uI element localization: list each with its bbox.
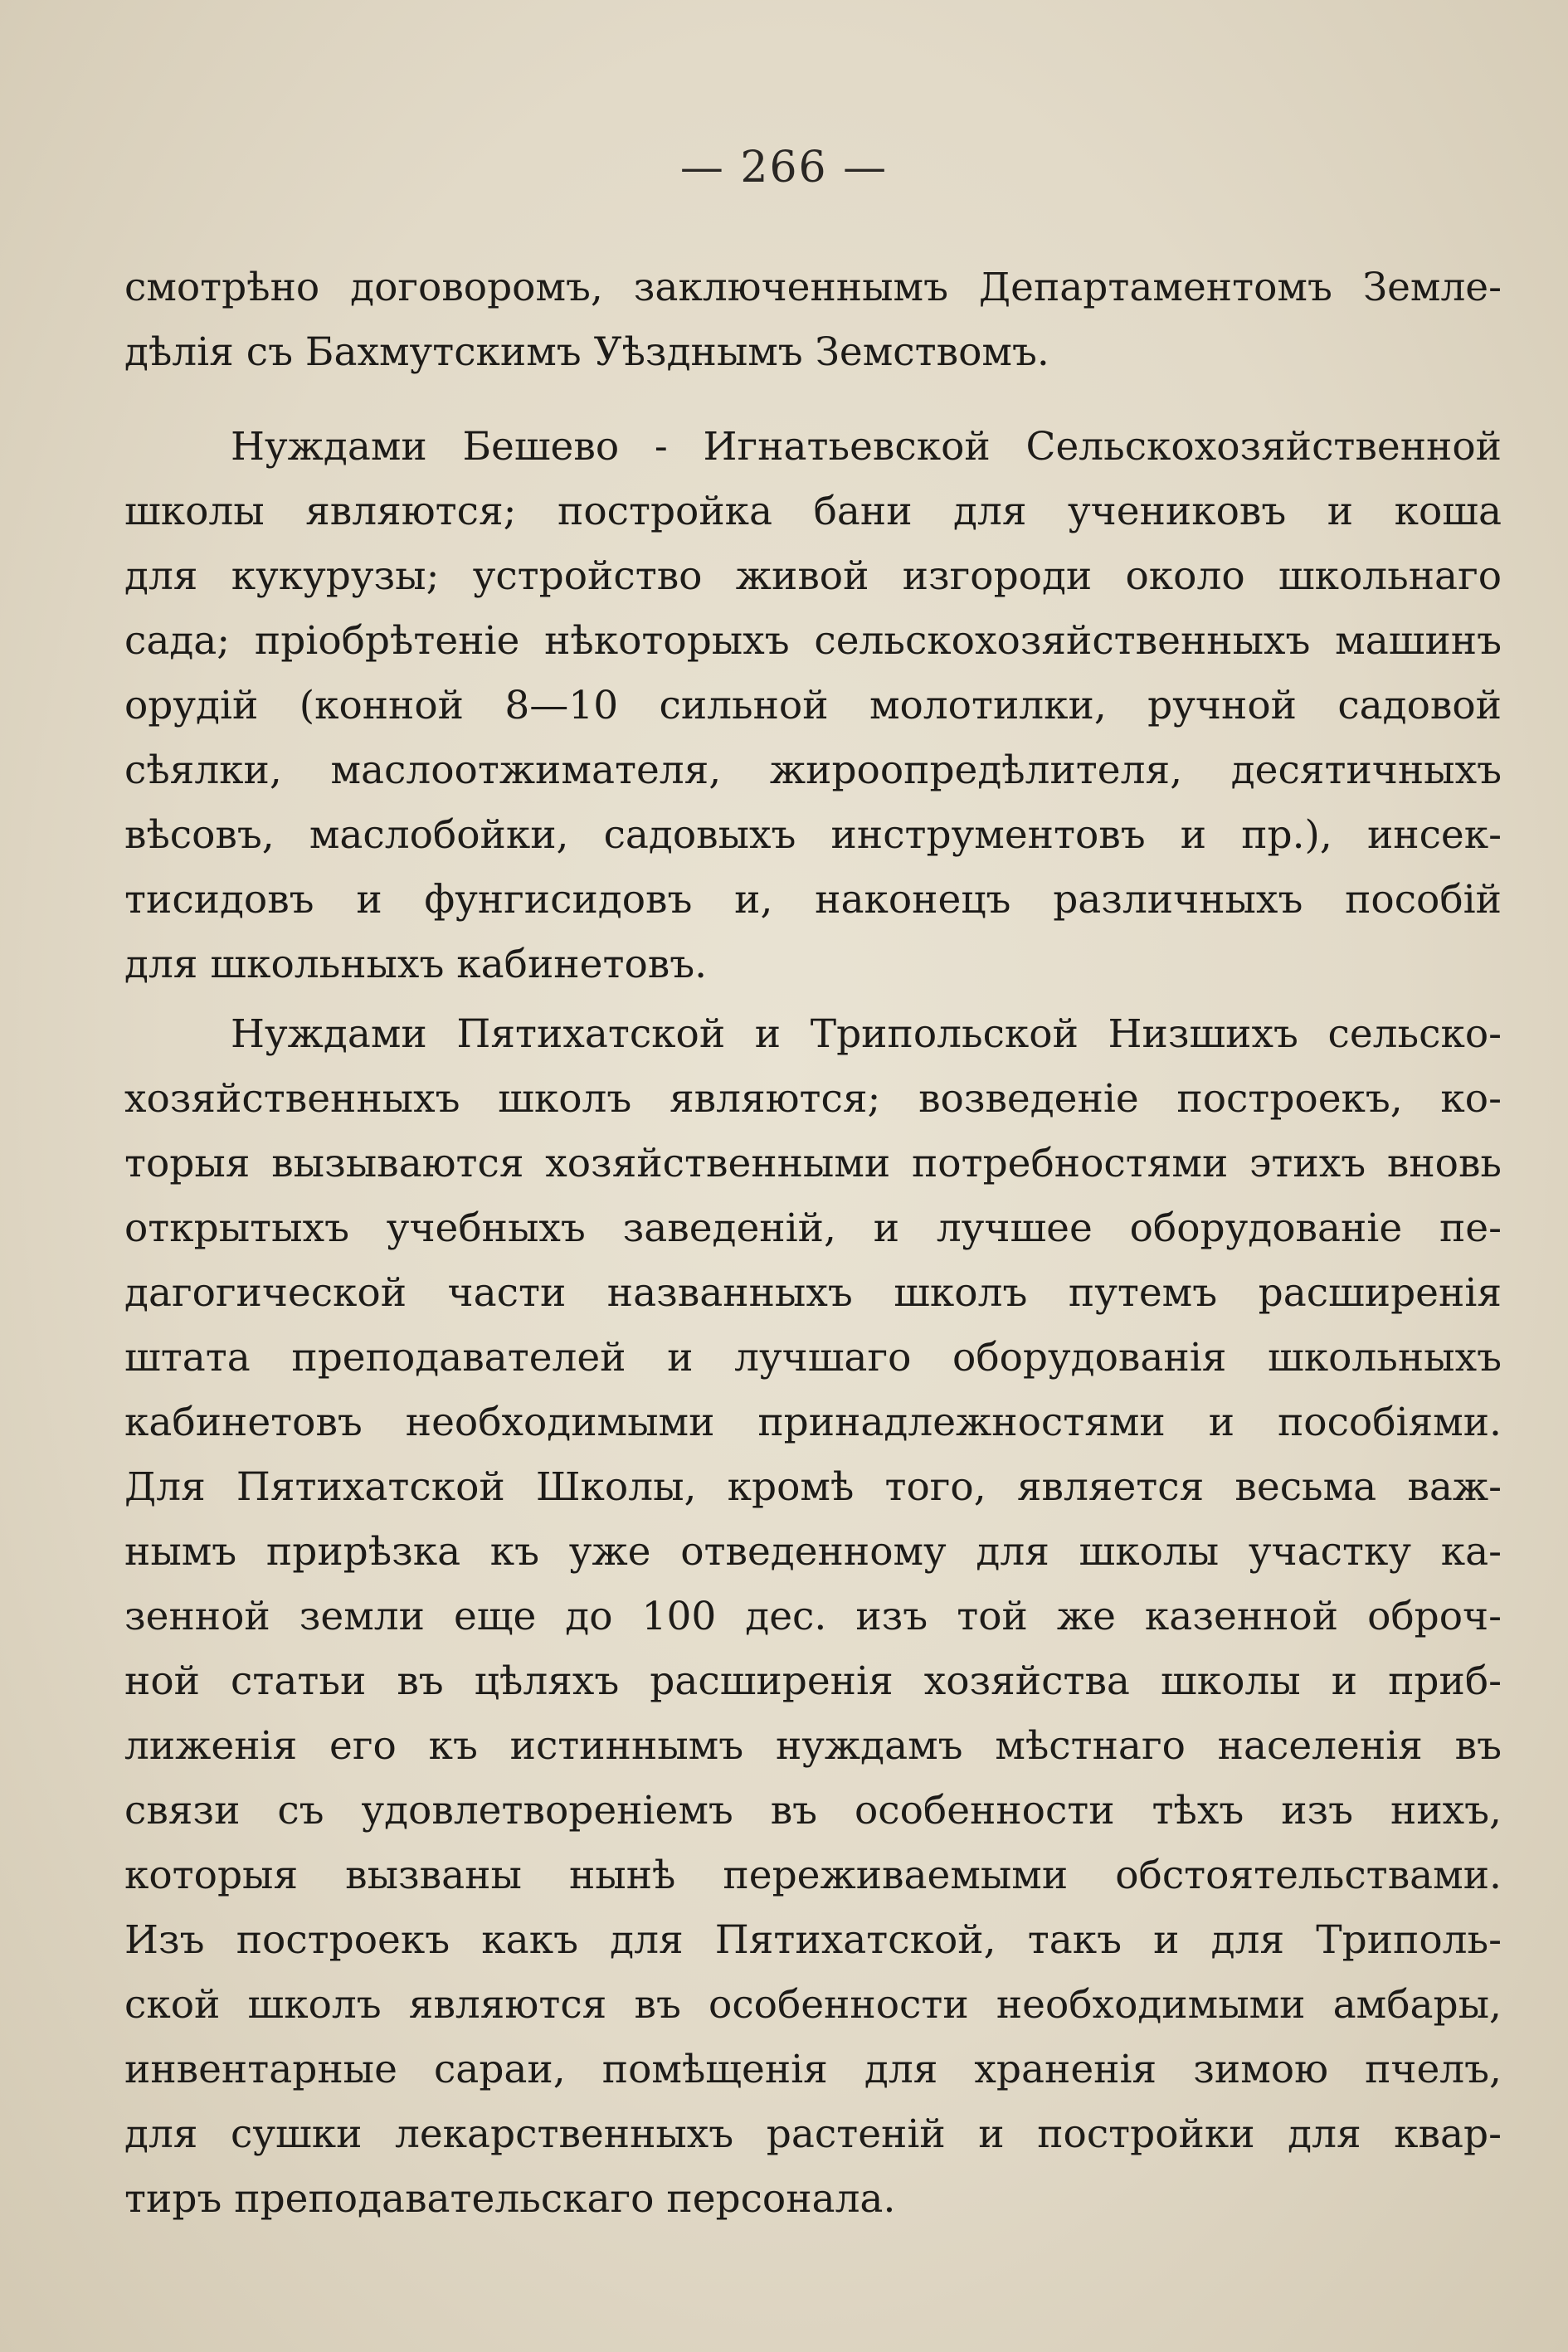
text-line: Нуждами Пятихатской и Трипольской Низшихъ сельско- <box>231 1011 1502 1057</box>
text-line: сѣялки, маслоотжимателя, жироопредѣлителя, десятичныхъ <box>124 747 1502 793</box>
text-line: дѣлія съ Бахмутскимъ Уѣзднымъ Земствомъ. <box>124 329 1049 375</box>
text-line: для школьныхъ кабинетовъ. <box>124 942 708 987</box>
paragraph-contract-continuation <box>124 256 1502 385</box>
text-line: хозяйственныхъ школъ являются; возведеніе построекъ, ко- <box>124 1076 1502 1122</box>
text-line: Нуждами Бешево - Игнатьевской Сельскохозяйственной <box>231 424 1502 470</box>
text-line: ной статьи въ цѣляхъ расширенія хозяйства школы и приб- <box>124 1658 1502 1704</box>
text-line: тиръ преподавательскаго персонала. <box>124 2176 896 2222</box>
text-line: нымъ прирѣзка къ уже отведенному для школы участку ка- <box>124 1529 1502 1575</box>
text-line: смотрѣно договоромъ, заключеннымъ Департаментомъ Земле- <box>124 265 1502 310</box>
text-line: тисидовъ и фунгисидовъ и, наконецъ различныхъ пособій <box>124 877 1502 923</box>
text-line: сада; пріобрѣтеніе нѣкоторыхъ сельскохозяйственныхъ машинъ <box>124 618 1502 664</box>
text-line: школы являются; постройка бани для учениковъ и коша <box>124 489 1502 534</box>
page-number: — 266 — <box>679 143 889 192</box>
text-line: инвентарные сараи, помѣщенія для храненія зимою пчелъ, <box>124 2047 1502 2092</box>
text-line: дагогической части названныхъ школъ путемъ расширенія <box>124 1270 1502 1316</box>
text-line: Для Пятихатской Школы, кромѣ того, является весьма важ- <box>124 1464 1502 1510</box>
text-line: ской школъ являются въ особенности необходимыми амбары, <box>124 1982 1502 2028</box>
text-line: для кукурузы; устройство живой изгороди около школьнаго <box>124 553 1502 599</box>
text-line: которыя вызваны нынѣ переживаемыми обстоятельствами. <box>124 1853 1502 1898</box>
text-line: открытыхъ учебныхъ заведеній, и лучшее оборудованіе пе- <box>124 1205 1502 1251</box>
text-line: для сушки лекарственныхъ растеній и постройки для квар- <box>124 2111 1502 2157</box>
text-line: торыя вызываются хозяйственными потребностями этихъ вновь <box>124 1141 1502 1186</box>
text-line: лиженія его къ истиннымъ нуждамъ мѣстнаго населенія въ <box>124 1723 1502 1769</box>
text-line: орудій (конной 8—10 сильной молотилки, ручной садовой <box>124 683 1502 728</box>
text-line: штата преподавателей и лучшаго оборудованія школьныхъ <box>124 1335 1502 1381</box>
text-line: связи съ удовлетвореніемъ въ особенности тѣхъ изъ нихъ, <box>124 1788 1502 1833</box>
text-line: кабинетовъ необходимыми принадлежностями и пособіями. <box>124 1400 1502 1445</box>
text-line: Изъ построекъ какъ для Пятихатской, такъ и для Триполь- <box>124 1917 1502 1963</box>
paragraph-beshevo-ignatievka-school <box>124 415 1502 997</box>
paragraph-pyatikhatka-tripolye-schools <box>124 1002 1502 2232</box>
text-line: вѣсовъ, маслобойки, садовыхъ инструментовъ и пр.), инсек- <box>124 812 1502 858</box>
text-line: зенной земли еще до 100 дес. изъ той же казенной оброч- <box>124 1594 1502 1639</box>
